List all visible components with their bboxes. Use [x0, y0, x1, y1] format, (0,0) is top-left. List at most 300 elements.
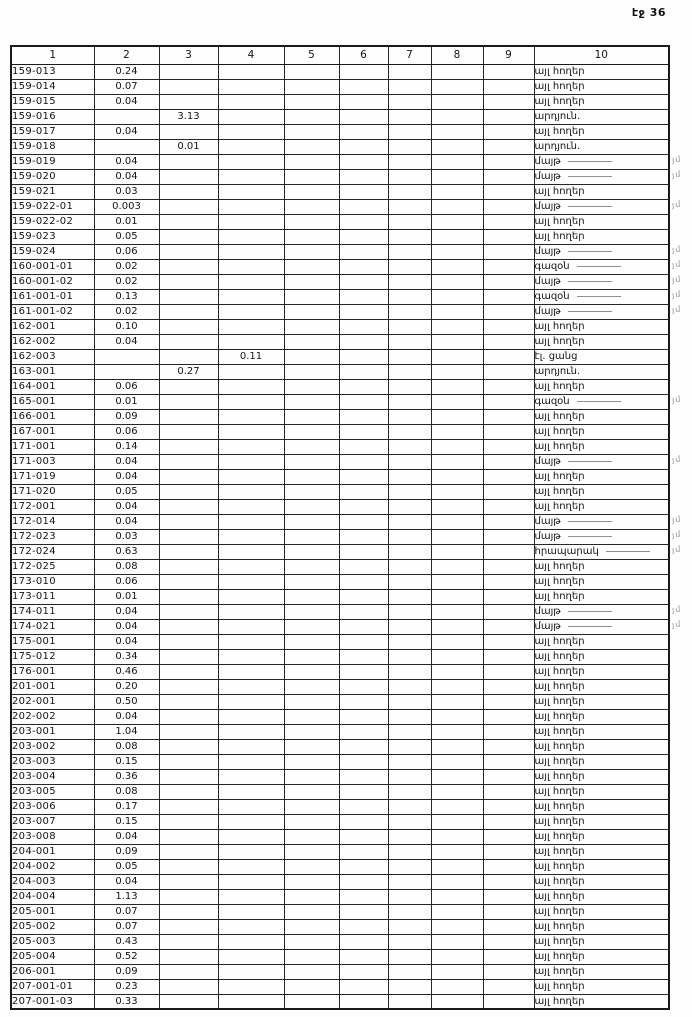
empty-cell: [284, 559, 339, 574]
table-row: [11, 724, 669, 739]
page-number-label: էջ 36: [631, 6, 666, 19]
empty-cell: [483, 289, 534, 304]
parcel-code-cell: 206-001: [11, 964, 94, 979]
parcel-code-cell: 172-023: [11, 529, 94, 544]
area-col2-cell: 0.04: [94, 469, 159, 484]
parcel-code-cell: 159-014: [11, 79, 94, 94]
area-col2-cell: 0.10: [94, 319, 159, 334]
empty-cell: [431, 769, 483, 784]
land-use-cell: արդյուն.: [534, 109, 669, 124]
empty-cell: [284, 154, 339, 169]
area-col4-cell: [218, 934, 284, 949]
empty-cell: [339, 994, 388, 1009]
land-use-cell: այլ հողեր: [534, 904, 669, 919]
area-col3-cell: [159, 454, 218, 469]
area-col3-cell: [159, 409, 218, 424]
area-col3-cell: [159, 304, 218, 319]
table-row: [11, 529, 669, 544]
empty-cell: [483, 349, 534, 364]
empty-cell: [483, 589, 534, 604]
area-col2-cell: 0.04: [94, 124, 159, 139]
area-col2-cell: 0.02: [94, 274, 159, 289]
area-col3-cell: [159, 169, 218, 184]
empty-cell: [483, 814, 534, 829]
parcel-code-cell: 159-021: [11, 184, 94, 199]
land-use-cell: այլ հողեր: [534, 919, 669, 934]
column-header: 3: [159, 46, 218, 64]
empty-cell: [483, 949, 534, 964]
empty-cell: [284, 544, 339, 559]
area-col3-cell: [159, 349, 218, 364]
parcel-code-cell: 159-017: [11, 124, 94, 139]
parcel-code-cell: 171-020: [11, 484, 94, 499]
empty-cell: [339, 529, 388, 544]
empty-cell: [483, 544, 534, 559]
area-col4-cell: [218, 109, 284, 124]
land-use-label: մայթ: [534, 171, 561, 182]
parcel-code-cell: 164-001: [11, 379, 94, 394]
area-col4-cell: [218, 319, 284, 334]
empty-cell: [284, 259, 339, 274]
empty-cell: [388, 784, 431, 799]
empty-cell: [483, 139, 534, 154]
area-col4-cell: [218, 619, 284, 634]
empty-cell: [284, 904, 339, 919]
empty-cell: [339, 199, 388, 214]
empty-cell: [284, 814, 339, 829]
empty-cell: [483, 409, 534, 424]
land-use-cell: այլ հողեր: [534, 184, 669, 199]
area-col2-cell: 0.04: [94, 709, 159, 724]
empty-cell: [339, 589, 388, 604]
empty-cell: [483, 274, 534, 289]
empty-cell: [284, 514, 339, 529]
area-col4-cell: [218, 289, 284, 304]
area-col3-cell: [159, 199, 218, 214]
area-col2-cell: 0.08: [94, 739, 159, 754]
empty-cell: [339, 874, 388, 889]
land-use-label: մայթ: [534, 246, 561, 257]
empty-cell: [388, 424, 431, 439]
area-col3-cell: [159, 964, 218, 979]
table-row: [11, 394, 669, 409]
land-use-label: գազօն: [534, 396, 570, 407]
area-col3-cell: [159, 469, 218, 484]
parcel-code-cell: 204-001: [11, 844, 94, 859]
empty-cell: [339, 169, 388, 184]
area-col3-cell: [159, 289, 218, 304]
area-col2-cell: 0.03: [94, 184, 159, 199]
empty-cell: [483, 94, 534, 109]
empty-cell: [483, 994, 534, 1009]
area-col4-cell: [218, 799, 284, 814]
empty-cell: [483, 319, 534, 334]
empty-cell: [431, 109, 483, 124]
area-col2-cell: 0.46: [94, 664, 159, 679]
area-col4-cell: [218, 904, 284, 919]
empty-cell: [284, 214, 339, 229]
empty-cell: [339, 889, 388, 904]
area-col4-cell: [218, 604, 284, 619]
empty-cell: [284, 124, 339, 139]
empty-cell: [388, 319, 431, 334]
empty-cell: [483, 574, 534, 589]
empty-cell: [339, 289, 388, 304]
area-col2-cell: 0.08: [94, 784, 159, 799]
parcel-code-cell: 207-001-01: [11, 979, 94, 994]
area-col4-cell: [218, 919, 284, 934]
area-col3-cell: [159, 859, 218, 874]
empty-cell: [339, 979, 388, 994]
empty-cell: [431, 79, 483, 94]
area-col3-cell: [159, 649, 218, 664]
parcel-code-cell: 162-002: [11, 334, 94, 349]
empty-cell: [284, 364, 339, 379]
empty-cell: [284, 829, 339, 844]
empty-cell: [431, 919, 483, 934]
table-row: [11, 619, 669, 634]
empty-cell: [483, 379, 534, 394]
area-col4-cell: [218, 574, 284, 589]
handwritten-margin-note: յմ: [671, 394, 682, 405]
parcel-code-cell: 159-013: [11, 64, 94, 79]
area-col2-cell: 0.09: [94, 409, 159, 424]
land-use-cell: այլ հողեր: [534, 79, 669, 94]
parcel-code-cell: 203-001: [11, 724, 94, 739]
underline-smudge: [577, 401, 621, 402]
empty-cell: [388, 964, 431, 979]
area-col3-cell: [159, 604, 218, 619]
land-use-cell: այլ հողեր: [534, 634, 669, 649]
area-col2-cell: [94, 349, 159, 364]
table-row: [11, 979, 669, 994]
parcel-code-cell: 162-001: [11, 319, 94, 334]
area-col3-cell: [159, 274, 218, 289]
area-col4-cell: [218, 829, 284, 844]
empty-cell: [431, 859, 483, 874]
empty-cell: [284, 64, 339, 79]
empty-cell: [388, 844, 431, 859]
empty-cell: [339, 454, 388, 469]
empty-cell: [339, 184, 388, 199]
handwritten-margin-note: յմ: [671, 454, 682, 465]
empty-cell: [388, 139, 431, 154]
column-header: 2: [94, 46, 159, 64]
handwritten-margin-note: յմ: [671, 604, 682, 615]
land-use-label: մայթ: [534, 156, 561, 167]
parcel-code-cell: 159-022-01: [11, 199, 94, 214]
empty-cell: [339, 559, 388, 574]
empty-cell: [483, 559, 534, 574]
area-col3-cell: 0.27: [159, 364, 218, 379]
area-col3-cell: [159, 394, 218, 409]
empty-cell: [431, 229, 483, 244]
land-use-cell: [534, 544, 669, 559]
empty-cell: [483, 919, 534, 934]
empty-cell: [284, 979, 339, 994]
land-use-cell: այլ հողեր: [534, 829, 669, 844]
parcel-code-cell: 207-001-03: [11, 994, 94, 1009]
land-parcel-table: [10, 45, 670, 1010]
parcel-code-cell: 201-001: [11, 679, 94, 694]
empty-cell: [483, 304, 534, 319]
empty-cell: [431, 349, 483, 364]
underline-smudge: [577, 266, 621, 267]
table-row: [11, 469, 669, 484]
empty-cell: [284, 499, 339, 514]
empty-cell: [339, 319, 388, 334]
area-col2-cell: 0.33: [94, 994, 159, 1009]
table-row: [11, 409, 669, 424]
empty-cell: [431, 499, 483, 514]
empty-cell: [284, 949, 339, 964]
empty-cell: [388, 124, 431, 139]
empty-cell: [284, 439, 339, 454]
area-col2-cell: 1.04: [94, 724, 159, 739]
area-col3-cell: [159, 424, 218, 439]
area-col2-cell: 0.05: [94, 859, 159, 874]
empty-cell: [483, 769, 534, 784]
empty-cell: [431, 724, 483, 739]
area-col3-cell: [159, 874, 218, 889]
area-col3-cell: [159, 229, 218, 244]
area-col2-cell: 0.20: [94, 679, 159, 694]
table-row: [11, 739, 669, 754]
empty-cell: [483, 109, 534, 124]
empty-cell: [483, 484, 534, 499]
area-col2-cell: [94, 109, 159, 124]
area-col3-cell: [159, 124, 218, 139]
empty-cell: [284, 319, 339, 334]
column-header: 1: [11, 46, 94, 64]
area-col4-cell: [218, 949, 284, 964]
empty-cell: [284, 244, 339, 259]
empty-cell: [431, 64, 483, 79]
empty-cell: [284, 619, 339, 634]
area-col2-cell: 0.02: [94, 259, 159, 274]
table-row: [11, 769, 669, 784]
table-row: [11, 139, 669, 154]
area-col3-cell: [159, 529, 218, 544]
empty-cell: [339, 664, 388, 679]
land-use-label: գազօն: [534, 261, 570, 272]
empty-cell: [284, 274, 339, 289]
empty-cell: [388, 199, 431, 214]
empty-cell: [388, 499, 431, 514]
table-row: [11, 424, 669, 439]
empty-cell: [388, 604, 431, 619]
land-use-label: հրապարակ: [534, 546, 599, 557]
empty-cell: [483, 784, 534, 799]
empty-cell: [284, 889, 339, 904]
empty-cell: [388, 529, 431, 544]
handwritten-margin-note: յմ: [671, 544, 682, 555]
empty-cell: [483, 154, 534, 169]
empty-cell: [483, 604, 534, 619]
empty-cell: [483, 184, 534, 199]
empty-cell: [431, 604, 483, 619]
empty-cell: [284, 94, 339, 109]
parcel-code-cell: 203-007: [11, 814, 94, 829]
empty-cell: [431, 949, 483, 964]
area-col2-cell: 0.04: [94, 94, 159, 109]
parcel-code-cell: 159-020: [11, 169, 94, 184]
table-row: [11, 334, 669, 349]
parcel-code-cell: 173-010: [11, 574, 94, 589]
parcel-code-cell: 202-001: [11, 694, 94, 709]
empty-cell: [339, 439, 388, 454]
land-use-cell: [534, 169, 669, 184]
area-col2-cell: 0.07: [94, 919, 159, 934]
land-use-cell: [534, 454, 669, 469]
parcel-code-cell: 172-024: [11, 544, 94, 559]
area-col3-cell: [159, 784, 218, 799]
empty-cell: [339, 349, 388, 364]
land-use-cell: այլ հողեր: [534, 994, 669, 1009]
empty-cell: [388, 409, 431, 424]
empty-cell: [284, 649, 339, 664]
empty-cell: [388, 709, 431, 724]
empty-cell: [431, 544, 483, 559]
empty-cell: [339, 814, 388, 829]
empty-cell: [388, 109, 431, 124]
underline-smudge: [568, 521, 612, 522]
land-use-cell: այլ հողեր: [534, 559, 669, 574]
empty-cell: [284, 469, 339, 484]
empty-cell: [388, 679, 431, 694]
empty-cell: [483, 514, 534, 529]
area-col3-cell: [159, 724, 218, 739]
empty-cell: [284, 289, 339, 304]
empty-cell: [339, 379, 388, 394]
underline-smudge: [568, 161, 612, 162]
empty-cell: [483, 709, 534, 724]
area-col4-cell: [218, 874, 284, 889]
column-header: 7: [388, 46, 431, 64]
empty-cell: [431, 169, 483, 184]
land-use-label: մայթ: [534, 201, 561, 212]
area-col2-cell: 0.05: [94, 484, 159, 499]
parcel-code-cell: 163-001: [11, 364, 94, 379]
area-col3-cell: [159, 379, 218, 394]
empty-cell: [339, 469, 388, 484]
area-col4-cell: [218, 469, 284, 484]
empty-cell: [483, 964, 534, 979]
parcel-code-cell: 173-011: [11, 589, 94, 604]
empty-cell: [388, 589, 431, 604]
table-row: [11, 304, 669, 319]
table-row: [11, 454, 669, 469]
area-col4-cell: [218, 739, 284, 754]
land-use-cell: այլ հողեր: [534, 484, 669, 499]
empty-cell: [339, 799, 388, 814]
empty-cell: [388, 994, 431, 1009]
handwritten-margin-note: յմ: [671, 154, 682, 165]
empty-cell: [284, 694, 339, 709]
empty-cell: [431, 469, 483, 484]
table-row: [11, 559, 669, 574]
area-col4-cell: [218, 769, 284, 784]
land-use-cell: այլ հողեր: [534, 424, 669, 439]
table-row: [11, 754, 669, 769]
handwritten-margin-note: յմ: [671, 289, 682, 300]
parcel-code-cell: 171-003: [11, 454, 94, 469]
empty-cell: [339, 544, 388, 559]
empty-cell: [284, 409, 339, 424]
empty-cell: [339, 859, 388, 874]
empty-cell: [483, 634, 534, 649]
empty-cell: [284, 529, 339, 544]
area-col3-cell: 3.13: [159, 109, 218, 124]
table-row: [11, 229, 669, 244]
empty-cell: [339, 214, 388, 229]
land-use-cell: [534, 289, 669, 304]
column-header: 9: [483, 46, 534, 64]
area-col4-cell: [218, 589, 284, 604]
empty-cell: [284, 424, 339, 439]
empty-cell: [431, 274, 483, 289]
empty-cell: [339, 109, 388, 124]
table-row: [11, 589, 669, 604]
empty-cell: [431, 484, 483, 499]
empty-cell: [339, 79, 388, 94]
handwritten-margin-note: յմ: [671, 304, 682, 315]
empty-cell: [431, 454, 483, 469]
area-col4-cell: [218, 94, 284, 109]
empty-cell: [483, 259, 534, 274]
area-col2-cell: 0.04: [94, 874, 159, 889]
empty-cell: [388, 799, 431, 814]
empty-cell: [339, 499, 388, 514]
area-col3-cell: [159, 499, 218, 514]
land-use-label: մայթ: [534, 276, 561, 287]
empty-cell: [431, 814, 483, 829]
empty-cell: [339, 964, 388, 979]
empty-cell: [431, 124, 483, 139]
empty-cell: [431, 979, 483, 994]
area-col2-cell: 0.04: [94, 454, 159, 469]
table-row: [11, 814, 669, 829]
area-col2-cell: 0.23: [94, 979, 159, 994]
empty-cell: [431, 259, 483, 274]
table-row: [11, 94, 669, 109]
column-header: 10: [534, 46, 669, 64]
land-use-cell: այլ հողեր: [534, 739, 669, 754]
empty-cell: [339, 244, 388, 259]
area-col4-cell: [218, 814, 284, 829]
empty-cell: [483, 889, 534, 904]
empty-cell: [388, 829, 431, 844]
table-row: [11, 514, 669, 529]
area-col4-cell: [218, 334, 284, 349]
area-col2-cell: 0.06: [94, 574, 159, 589]
empty-cell: [284, 169, 339, 184]
empty-cell: [284, 664, 339, 679]
parcel-code-cell: 159-024: [11, 244, 94, 259]
empty-cell: [483, 364, 534, 379]
empty-cell: [339, 274, 388, 289]
area-col2-cell: 0.01: [94, 589, 159, 604]
empty-cell: [339, 784, 388, 799]
area-col4-cell: [218, 724, 284, 739]
empty-cell: [388, 619, 431, 634]
empty-cell: [483, 829, 534, 844]
empty-cell: [483, 424, 534, 439]
area-col3-cell: [159, 919, 218, 934]
empty-cell: [339, 334, 388, 349]
area-col3-cell: [159, 829, 218, 844]
area-col2-cell: 0.06: [94, 379, 159, 394]
